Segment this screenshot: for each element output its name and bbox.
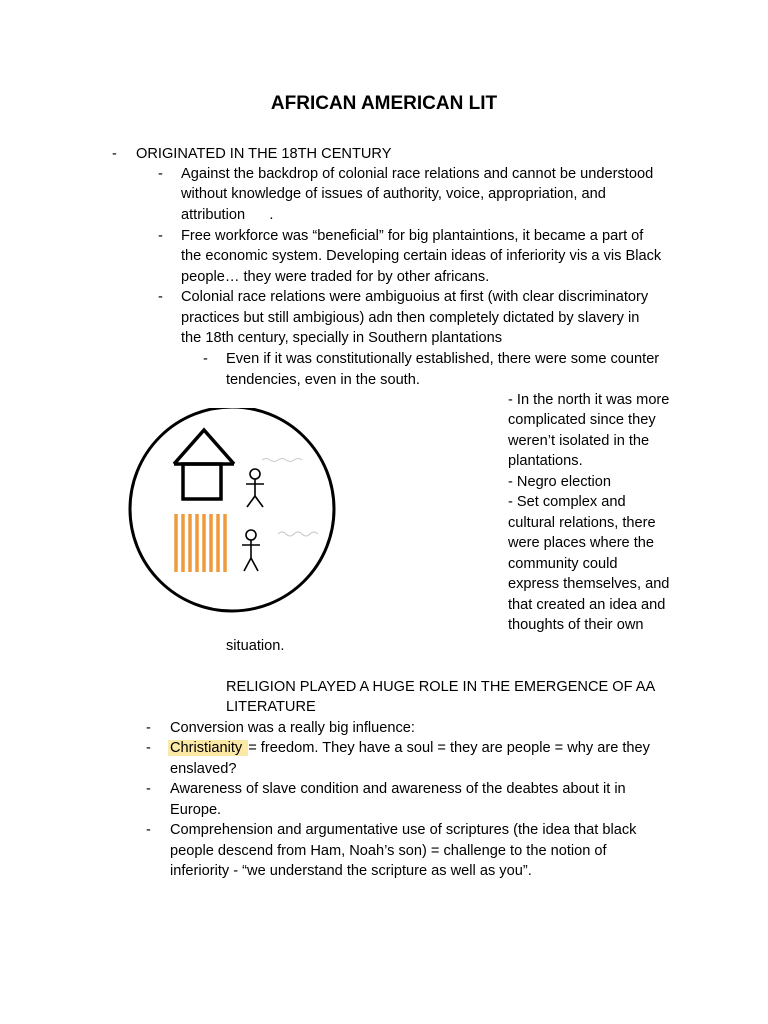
bullet-text: people… they were traded for by other africans. <box>181 269 490 285</box>
north-text: - Negro election <box>508 474 612 490</box>
bullet-dash: - <box>146 740 151 756</box>
bullet-text: Awareness of slave condition and awareness of the deabtes about it in <box>170 781 626 797</box>
north-text: express themselves, and <box>508 576 670 592</box>
bullet-text: enslaved? <box>170 761 237 777</box>
section-heading: ORIGINATED IN THE 18TH CENTURY <box>136 146 392 162</box>
bullet-text: tendencies, even in the south. <box>226 372 420 388</box>
bullet-text: Free workforce was “beneficial” for big plantaintions, it became a part of <box>181 228 644 244</box>
situation-text: situation. <box>226 638 285 654</box>
stick-figure-icon <box>246 469 264 507</box>
circle-outline <box>130 408 334 611</box>
bullet-dash: - <box>158 228 163 244</box>
highlighted-word: Christianity <box>170 740 247 756</box>
religion-heading: LITERATURE <box>226 699 316 715</box>
north-text: that created an idea and <box>508 597 666 613</box>
bullet-text: Comprehension and argumentative use of scriptures (the idea that black <box>170 822 637 838</box>
north-text: were places where the <box>508 535 655 551</box>
bullet-dash: - <box>146 781 151 797</box>
stick-figure-icon <box>242 530 260 571</box>
bullet-dash: - <box>158 166 163 182</box>
bullet-text: attribution . <box>181 207 274 223</box>
north-text: weren’t isolated in the <box>508 433 650 449</box>
bullet-text-rest: = freedom. They have a soul = they are people = why are they <box>248 740 650 756</box>
north-text: plantations. <box>508 453 583 469</box>
stripes-icon <box>176 514 225 572</box>
bullet-text: Colonial race relations were ambiguoius at first (with clear discriminatory <box>181 289 649 305</box>
page-title: AFRICAN AMERICAN LIT <box>270 93 498 114</box>
bullet-text: Europe. <box>170 802 222 818</box>
bullet-text: practices but still ambigious) adn then completely dictated by slavery in <box>181 310 640 326</box>
bullet-dash: - <box>158 289 163 305</box>
bullet-text: without knowledge of issues of authority, voice, appropriation, and <box>181 186 606 202</box>
north-text: community could <box>508 556 618 572</box>
plantation-drawing <box>126 408 340 614</box>
bullet-text: the 18th century, specially in Southern plantations <box>181 330 502 346</box>
north-text: - Set complex and <box>508 494 626 510</box>
bullet-dash: - <box>203 351 208 367</box>
bullet-dash: - <box>146 720 151 736</box>
bullet-text: people descend from Ham, Noah’s son) = challenge to the notion of <box>170 843 607 859</box>
bullet-text <box>170 738 650 759</box>
faded-marks <box>262 459 318 537</box>
bullet-text: Even if it was constitutionally established, there were some counter <box>226 351 660 367</box>
north-text: thoughts of their own <box>508 617 644 633</box>
north-text: complicated since they <box>508 412 656 428</box>
north-text: - In the north it was more <box>508 392 670 408</box>
north-text: cultural relations, there <box>508 515 656 531</box>
bullet-text: Conversion was a really big influence: <box>170 720 415 736</box>
house-icon <box>174 430 234 499</box>
bullet-text: Against the backdrop of colonial race relations and cannot be understood <box>181 166 654 182</box>
bullet-text: the economic system. Developing certain ideas of inferiority vis a vis Black <box>181 248 662 264</box>
bullet-dash: - <box>112 146 117 162</box>
bullet-text: inferiority - “we understand the scripture as well as you”. <box>170 863 532 879</box>
bullet-dash: - <box>146 822 151 838</box>
religion-heading: RELIGION PLAYED A HUGE ROLE IN THE EMERGENCE OF AA <box>226 679 656 695</box>
